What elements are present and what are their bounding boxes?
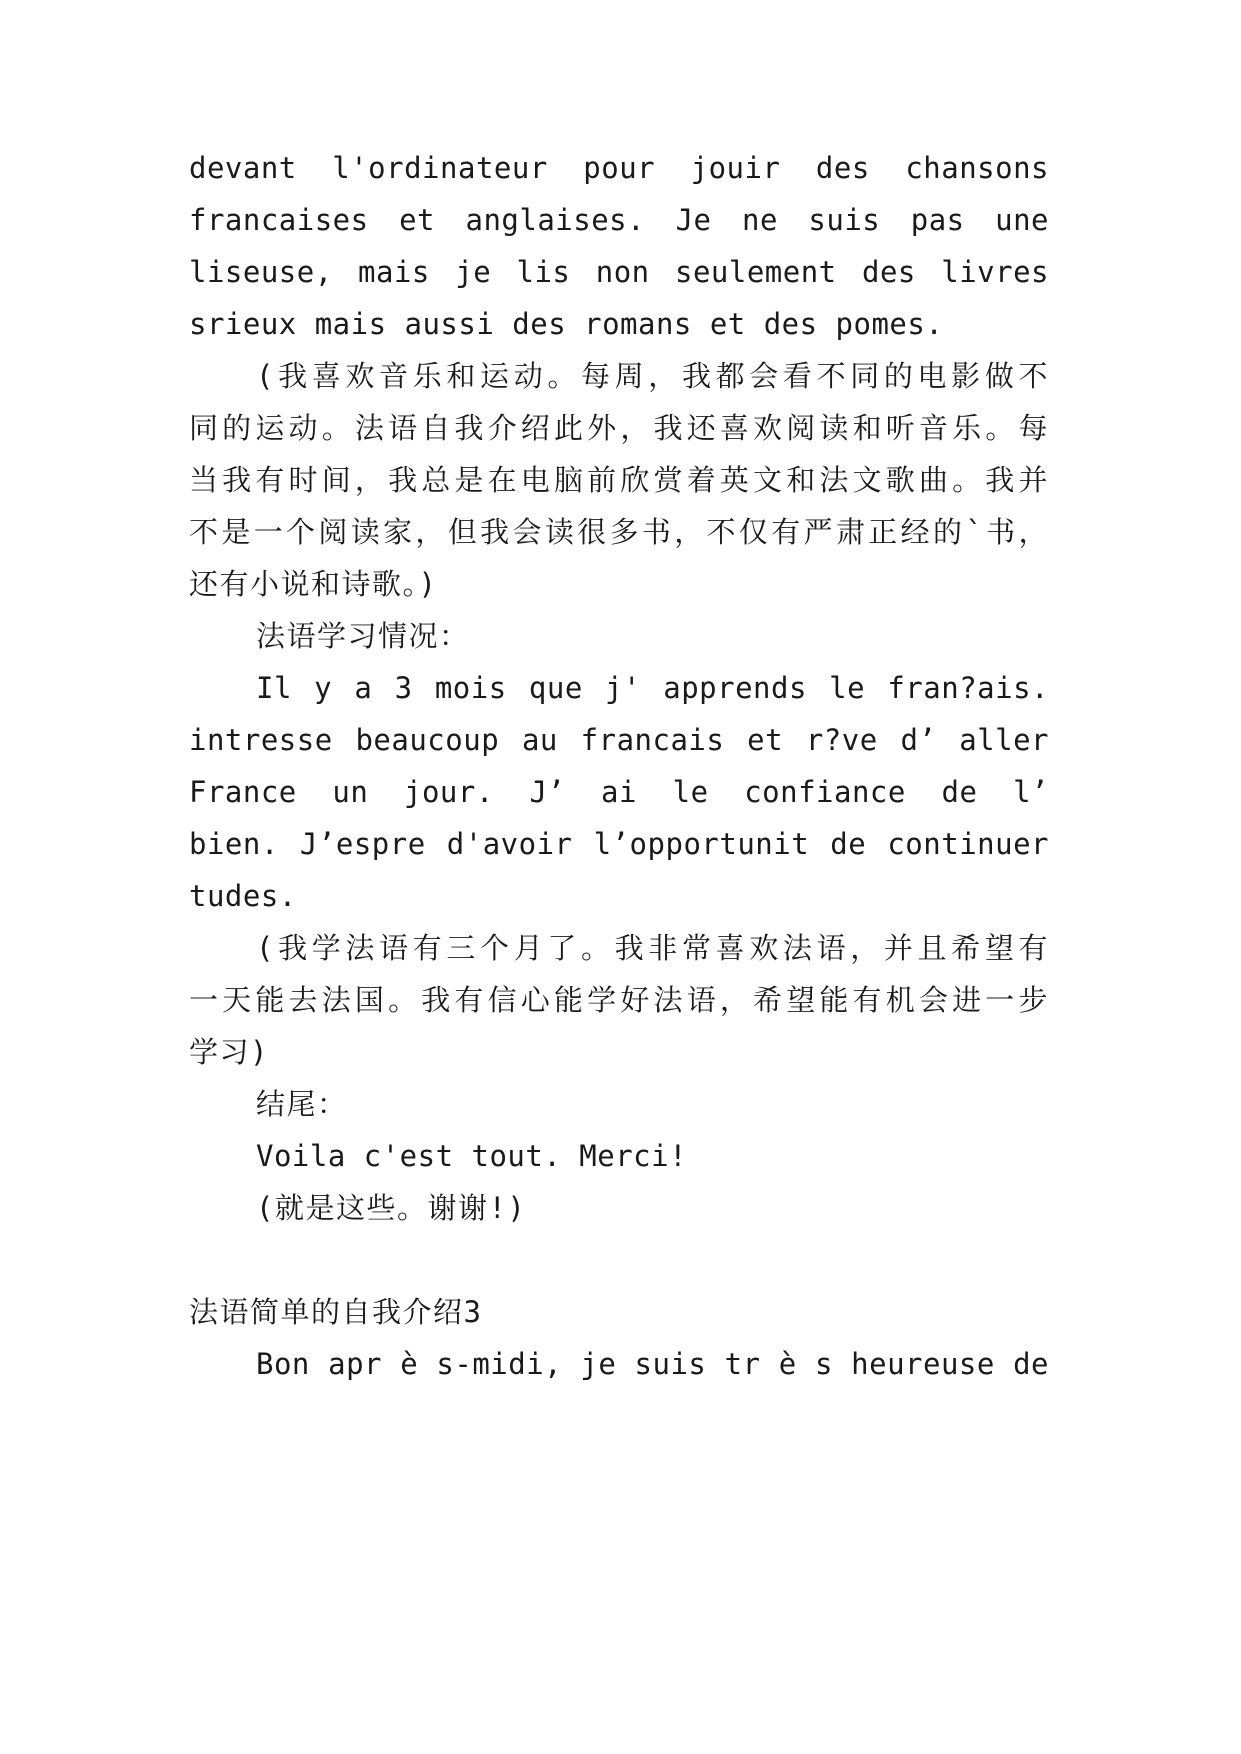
- text-line: 还有小说和诗歌。): [189, 567, 438, 601]
- text-line: liseuse, mais je lis non seulement des livres: [189, 255, 1049, 289]
- text-line: bien. J’espre d'avoir l’opportunit de continuer: [189, 827, 1049, 861]
- text-line: 学习): [189, 1035, 269, 1069]
- text-line: Voila c'est tout. Merci!: [256, 1139, 688, 1173]
- text-line: intresse beaucoup au francais et r?ve d’ aller: [189, 723, 1049, 757]
- document-heading: 法语简单的自我介绍3: [189, 1295, 483, 1329]
- text-line: 同的运动。法语自我介绍此外，我还喜欢阅读和听音乐。每: [189, 411, 1049, 445]
- text-line: srieux mais aussi des romans et des pomes.: [189, 307, 944, 341]
- text-line: (我喜欢音乐和运动。每周，我都会看不同的电影做不: [256, 359, 1049, 393]
- text-line: (就是这些。谢谢!): [256, 1191, 527, 1225]
- section-heading: 法语学习情况：: [256, 619, 470, 653]
- text-line: (我学法语有三个月了。我非常喜欢法语，并且希望有: [256, 931, 1049, 965]
- text-line: France un jour. J’ ai le confiance de l’: [189, 775, 1049, 809]
- text-line: devant l'ordinateur pour jouir des chansons: [189, 151, 1049, 185]
- section-heading: 结尾：: [256, 1087, 348, 1121]
- text-line: francaises et anglaises. Je ne suis pas une: [189, 203, 1049, 237]
- text-line: Bon apr è s-midi, je suis tr è s heureuse de: [256, 1347, 1049, 1381]
- text-line: 一天能去法国。我有信心能学好法语，希望能有机会进一步: [189, 983, 1049, 1017]
- text-line: 当我有时间，我总是在电脑前欣赏着英文和法文歌曲。我并: [189, 463, 1049, 497]
- text-line: Il y a 3 mois que j' apprends le fran?ais.: [256, 671, 1049, 705]
- text-line: tudes.: [189, 879, 297, 913]
- text-line: 不是一个阅读家，但我会读很多书，不仅有严肃正经的`书，: [189, 515, 1049, 549]
